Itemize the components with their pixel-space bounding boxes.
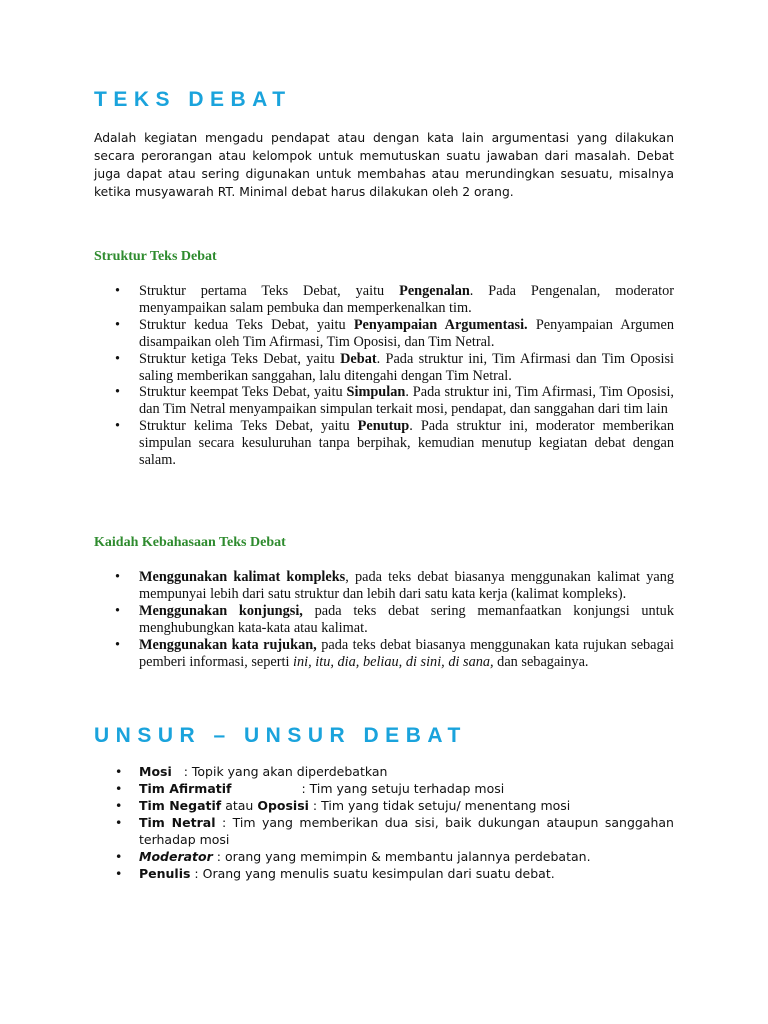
list-item: • Tim Negatif atau Oposisi : Tim yang tidak setuju/ menentang mosi [115,798,571,813]
list-item: • Struktur kedua Teks Debat, yaitu Penyampaian Argumentasi. Penyampaian Argumen disampaikan oleh Tim Afirmasi, Tim Oposisi, dan Tim Netral. [115,316,674,350]
kaidah-list [94,569,674,670]
list-item: • Penulis : Orang yang menulis suatu kesimpulan dari suatu debat. [115,866,555,881]
list-item: • Menggunakan kalimat kompleks, pada teks debat biasanya menggunakan kalimat yang mempunyai lebih dari satu struktur dan lebih dari satu kata kerja (kalimat kompleks). [115,569,674,602]
struktur-list [94,283,674,469]
bullet-icon: • [115,815,123,830]
list-item: • Moderator : orang yang memimpin & membantu jalannya perdebatan. [115,849,591,864]
bullet-icon: • [115,781,123,796]
bullet-icon: • [115,636,121,653]
list-item: • Struktur kelima Teks Debat, yaitu Penutup. Pada struktur ini, moderator memberikan simpulan secara kesuluruhan tanpa berpihak, kemudian menutup kegiatan debat dengan salam. [115,418,674,469]
bullet-icon: • [115,384,121,401]
list-item: • Tim Netral : Tim yang memberikan dua sisi, baik dukungan ataupun sanggahan terhadap mosi [115,815,674,847]
bullet-icon: • [115,316,121,333]
bullet-icon: • [115,283,121,299]
bullet-icon: • [115,764,123,779]
title-unsur-debat: UNSUR – UNSUR DEBAT [94,724,467,747]
title-teks-debat: TEKS DEBAT [94,88,292,111]
bullet-icon: • [115,569,121,585]
list-item: • Tim Afirmatif : Tim yang setuju terhadap mosi [115,781,505,796]
intro-paragraph: Adalah kegiatan mengadu pendapat atau dengan kata lain argumentasi yang dilakukan secara perorangan atau kelompok untuk memutuskan suatu jawaban dari masalah. Debat juga dapat atau sering digunakan untuk membahas atau merundingkan sesuatu, misalnya ketika musyawarah RT. Minimal debat harus dilakukan oleh 2 orang. [94,131,674,199]
bullet-icon: • [115,849,123,864]
list-item: • Menggunakan kata rujukan, pada teks debat biasanya menggunakan kata rujukan sebagai pemberi informasi, seperti ini, itu, dia, beliau, di sini, di sana, dan sebagainya. [115,636,674,670]
list-item: • Struktur ketiga Teks Debat, yaitu Debat. Pada struktur ini, Tim Afirmasi dan Tim Oposisi saling memberikan sanggahan, lalu ditengahi dengan Tim Netral. [115,350,674,384]
bullet-icon: • [115,866,123,881]
list-item: • Struktur pertama Teks Debat, yaitu Pengenalan. Pada Pengenalan, moderator menyampaikan salam pembuka dan memperkenalkan tim. [115,283,674,316]
bullet-icon: • [115,798,123,813]
list-item: • Mosi : Topik yang akan diperdebatkan [115,764,388,779]
bullet-icon: • [115,350,121,367]
bullet-icon: • [115,418,121,435]
heading-kaidah: Kaidah Kebahasaan Teks Debat [94,535,286,550]
heading-struktur: Struktur Teks Debat [94,249,217,264]
list-item: • Menggunakan konjungsi, pada teks debat sering memanfaatkan konjungsi untuk menghubungkan kata-kata atau kalimat. [115,602,674,636]
unsur-list [94,763,674,882]
list-item: • Struktur keempat Teks Debat, yaitu Simpulan. Pada struktur ini, Tim Afirmasi, Tim Oposisi, dan Tim Netral menyampaikan simpulan terkait mosi, pendapat, dan sanggahan dari tim lain [115,384,674,418]
bullet-icon: • [115,602,121,619]
